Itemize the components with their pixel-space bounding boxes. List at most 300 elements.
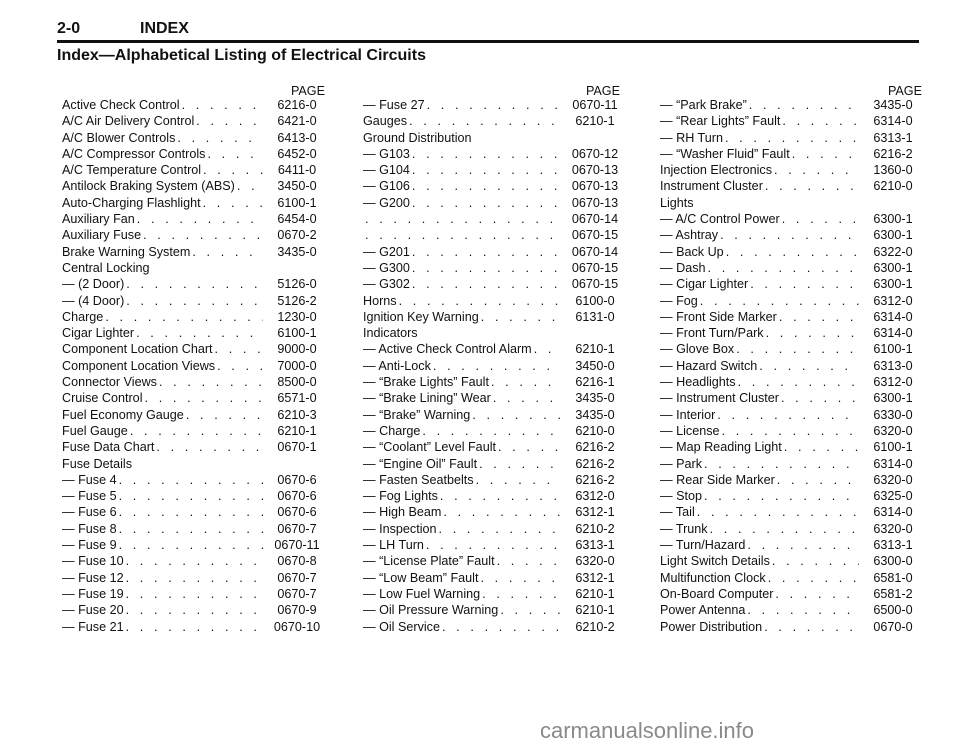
index-entry xyxy=(363,602,626,618)
index-entry xyxy=(62,309,328,325)
index-entry xyxy=(363,570,626,586)
entry-page: 0670-15 xyxy=(571,228,619,243)
entry-page: 6454-0 xyxy=(277,212,317,227)
dot-leader xyxy=(365,227,561,243)
index-entry xyxy=(660,423,924,439)
dot-leader xyxy=(143,227,263,243)
dot-leader xyxy=(433,358,561,374)
entry-label: — RH Turn xyxy=(660,130,723,145)
entry-label: Component Location Chart xyxy=(62,342,213,357)
page-column-header: PAGE xyxy=(887,84,922,98)
entry-page: 6210-3 xyxy=(277,407,317,422)
dot-leader xyxy=(784,439,859,455)
entry-page: 0670-14 xyxy=(571,244,619,259)
dot-leader xyxy=(759,358,859,374)
dot-leader xyxy=(782,211,859,227)
entry-label: — “Brake Lining” Wear xyxy=(363,391,491,406)
entry-page: 0670-15 xyxy=(571,260,619,275)
entry-page: 3450-0 xyxy=(277,179,317,194)
entry-label: — Fog xyxy=(660,293,698,308)
entry-label: — License xyxy=(660,423,720,438)
entry-page: 6314-0 xyxy=(873,505,913,520)
entry-page: 0670-10 xyxy=(273,619,321,634)
index-entry xyxy=(660,439,924,455)
index-entry xyxy=(363,113,626,129)
index-entry xyxy=(62,341,328,357)
dot-leader xyxy=(726,244,859,260)
entry-label: — Fuse 19 xyxy=(62,586,124,601)
dot-leader xyxy=(119,472,263,488)
dot-leader xyxy=(750,276,859,292)
index-entry xyxy=(363,488,626,504)
entry-label: — Interior xyxy=(660,407,716,422)
entry-label: Auxiliary Fuse xyxy=(62,228,142,243)
entry-label: — Fuse 27 xyxy=(363,98,425,112)
index-entry xyxy=(660,472,924,488)
index-entry xyxy=(660,456,924,472)
entry-page: 6313-1 xyxy=(873,538,913,553)
entry-label: — “License Plate” Fault xyxy=(363,554,495,569)
index-entry xyxy=(660,341,924,357)
dot-leader xyxy=(136,325,263,341)
entry-label: — G302 xyxy=(363,277,410,292)
entry-label: Central Locking xyxy=(62,260,150,275)
dot-leader xyxy=(126,586,263,602)
entry-page: 6413-0 xyxy=(277,130,317,145)
entry-label: Injection Electronics xyxy=(660,163,772,178)
entry-page: 6452-0 xyxy=(277,146,317,161)
index-entry xyxy=(363,390,626,406)
dot-leader xyxy=(159,374,263,390)
entry-label: — “Rear Lights” Fault xyxy=(660,114,781,129)
entry-page: 3435-0 xyxy=(575,407,615,422)
dot-leader xyxy=(443,504,561,520)
index-entry xyxy=(660,488,924,504)
entry-page: 6571-0 xyxy=(277,391,317,406)
dot-leader xyxy=(697,504,859,520)
dot-leader xyxy=(768,570,859,586)
dot-leader xyxy=(700,293,859,309)
entry-label: — “Brake Lights” Fault xyxy=(363,375,489,390)
entry-page: 0670-7 xyxy=(277,586,317,601)
index-entry xyxy=(62,162,328,178)
dot-leader xyxy=(137,211,263,227)
entry-page: 5126-0 xyxy=(277,277,317,292)
entry-label: — Fasten Seatbelts xyxy=(363,472,474,487)
dot-leader xyxy=(409,113,561,129)
entry-label: — Glove Box xyxy=(660,342,735,357)
entry-label: Ignition Key Warning xyxy=(363,309,479,324)
dot-leader xyxy=(779,309,859,325)
index-entry xyxy=(363,439,626,455)
index-column-3 xyxy=(660,80,924,635)
index-entry xyxy=(62,619,328,635)
entry-page: 0670-13 xyxy=(571,179,619,194)
index-entry xyxy=(62,488,328,504)
dot-leader xyxy=(708,260,860,276)
entry-page: 6210-2 xyxy=(575,619,615,634)
entry-page: 6216-2 xyxy=(575,440,615,455)
dot-leader xyxy=(491,374,561,390)
entry-page: 0670-11 xyxy=(274,538,320,553)
index-entry xyxy=(363,537,626,553)
dot-leader xyxy=(412,260,561,276)
dot-leader xyxy=(196,113,263,129)
index-entry xyxy=(660,390,924,406)
entry-page: 6581-2 xyxy=(873,586,913,601)
dot-leader xyxy=(215,341,263,357)
entry-label: Power Distribution xyxy=(660,619,763,634)
entry-label: — Charge xyxy=(363,423,421,438)
dot-leader xyxy=(747,602,859,618)
entry-page: 6320-0 xyxy=(873,472,913,487)
entry-label: — Fog Lights xyxy=(363,489,438,504)
index-entry xyxy=(660,227,924,243)
entry-page: 5126-2 xyxy=(277,293,317,308)
entry-page: 6131-0 xyxy=(575,309,615,324)
index-entry xyxy=(363,130,626,146)
index-entry xyxy=(62,390,328,406)
entry-page: 6216-2 xyxy=(873,146,913,161)
index-entry xyxy=(660,146,924,162)
dot-leader xyxy=(440,488,561,504)
entry-page: 8500-0 xyxy=(277,375,317,390)
entry-page: 6312-0 xyxy=(575,489,615,504)
entry-label: Brake Warning System xyxy=(62,244,191,259)
index-entry xyxy=(62,97,328,113)
entry-label: — LH Turn xyxy=(363,538,424,553)
dot-leader xyxy=(479,456,561,472)
entry-page: 6300-1 xyxy=(873,391,913,406)
index-entry xyxy=(62,537,328,553)
index-entry xyxy=(660,374,924,390)
entry-label: A/C Compressor Controls xyxy=(62,146,206,161)
entry-label: — Headlights xyxy=(660,375,736,390)
entry-page: 0670-13 xyxy=(571,195,619,210)
index-entry xyxy=(62,472,328,488)
index-entry xyxy=(660,619,924,635)
dot-leader xyxy=(365,211,561,227)
entry-label: Instrument Cluster xyxy=(660,179,763,194)
dot-leader xyxy=(119,488,263,504)
entry-page: 6300-1 xyxy=(873,260,913,275)
dot-leader xyxy=(782,113,859,129)
entry-label: — Active Check Control Alarm xyxy=(363,342,532,357)
entry-label: — (4 Door) xyxy=(62,293,125,308)
dot-leader xyxy=(177,130,263,146)
entry-page: 0670-11 xyxy=(572,98,618,112)
entry-page: 6300-1 xyxy=(873,228,913,243)
dot-leader xyxy=(412,195,561,211)
dot-leader xyxy=(498,439,561,455)
entry-page: 0670-6 xyxy=(277,505,317,520)
index-entry xyxy=(660,162,924,178)
index-entry xyxy=(660,97,924,113)
entry-label: — Oil Service xyxy=(363,619,440,634)
dot-leader xyxy=(777,472,859,488)
header-rule xyxy=(57,40,919,43)
entry-page: 9000-0 xyxy=(277,342,317,357)
entry-label: Connector Views xyxy=(62,375,157,390)
entry-page: 6216-2 xyxy=(575,472,615,487)
entry-page: 6210-1 xyxy=(277,423,317,438)
index-entry xyxy=(363,211,626,227)
index-entry xyxy=(363,293,626,309)
dot-leader xyxy=(203,162,263,178)
dot-leader xyxy=(480,570,561,586)
page-column-header: PAGE xyxy=(290,84,325,98)
dot-leader xyxy=(156,439,263,455)
entry-page: 6216-1 xyxy=(575,375,615,390)
entry-label: — Dash xyxy=(660,260,706,275)
entry-page: 3450-0 xyxy=(575,358,615,373)
index-entry xyxy=(660,244,924,260)
entry-page: 0670-15 xyxy=(571,277,619,292)
dot-leader xyxy=(738,374,859,390)
entry-page: 3435-0 xyxy=(873,98,913,112)
entry-label: — Front Turn/Park xyxy=(660,326,764,341)
dot-leader xyxy=(774,162,859,178)
entry-label: — Fuse 10 xyxy=(62,554,124,569)
dot-leader xyxy=(192,244,263,260)
index-entry xyxy=(62,113,328,129)
entry-page: 6100-1 xyxy=(277,326,317,341)
entry-page: 6100-1 xyxy=(277,195,317,210)
entry-page: 3435-0 xyxy=(575,391,615,406)
entry-page: 6330-0 xyxy=(873,407,913,422)
dot-leader xyxy=(772,553,859,569)
entry-label: Fuel Gauge xyxy=(62,423,128,438)
entry-label: — G200 xyxy=(363,195,410,210)
entry-page: 6210-1 xyxy=(575,342,615,357)
entry-label: — G201 xyxy=(363,244,410,259)
dot-leader xyxy=(472,407,561,423)
entry-page: 6300-1 xyxy=(873,277,913,292)
entry-label: — A/C Control Power xyxy=(660,212,780,227)
index-entry xyxy=(363,521,626,537)
entry-page: 0670-7 xyxy=(277,570,317,585)
entry-label: — Fuse 8 xyxy=(62,521,117,536)
entry-page: 6320-0 xyxy=(575,554,615,569)
entry-page: 0670-13 xyxy=(571,163,619,178)
dot-leader xyxy=(476,472,561,488)
index-entry xyxy=(660,602,924,618)
dot-leader xyxy=(105,309,263,325)
entry-label: — Hazard Switch xyxy=(660,358,758,373)
entry-label: — Anti-Lock xyxy=(363,358,431,373)
index-entry xyxy=(363,178,626,194)
dot-leader xyxy=(481,309,561,325)
index-entry xyxy=(660,293,924,309)
dot-leader xyxy=(126,619,263,635)
entry-page: 6314-0 xyxy=(873,114,913,129)
entry-label: — Inspection xyxy=(363,521,437,536)
entry-label: — Fuse 21 xyxy=(62,619,124,634)
entry-page: 6100-0 xyxy=(575,293,615,308)
index-entry xyxy=(363,586,626,602)
page-number: 2-0 xyxy=(57,20,81,37)
entry-page: 6313-0 xyxy=(873,358,913,373)
index-entry xyxy=(62,602,328,618)
entry-page: 6216-2 xyxy=(575,456,615,471)
entry-label: — High Beam xyxy=(363,505,442,520)
dot-leader xyxy=(145,390,264,406)
index-entry xyxy=(363,619,626,635)
dot-leader xyxy=(126,553,263,569)
index-entry xyxy=(660,358,924,374)
dot-leader xyxy=(126,293,263,309)
entry-page: 6322-0 xyxy=(873,244,913,259)
page-column-header: PAGE xyxy=(585,84,620,98)
index-entry xyxy=(363,276,626,292)
entry-label: — (2 Door) xyxy=(62,277,125,292)
dot-leader xyxy=(500,602,561,618)
index-entry xyxy=(62,439,328,455)
entry-page: 6314-0 xyxy=(873,456,913,471)
entry-page: 6100-1 xyxy=(873,342,913,357)
index-entry xyxy=(62,211,328,227)
dot-leader xyxy=(412,146,561,162)
index-entry xyxy=(660,570,924,586)
dot-leader xyxy=(792,146,859,162)
index-entry xyxy=(660,113,924,129)
index-entry xyxy=(660,276,924,292)
dot-leader xyxy=(126,570,263,586)
entry-label: Cigar Lighter xyxy=(62,326,135,341)
section-name: INDEX xyxy=(140,20,189,37)
entry-label: — Front Side Marker xyxy=(660,309,777,324)
entry-label: Ground Distribution xyxy=(363,130,472,145)
entry-page: 6320-0 xyxy=(873,423,913,438)
index-entry xyxy=(660,553,924,569)
entry-page: 6300-1 xyxy=(873,212,913,227)
entry-label: — Turn/Hazard xyxy=(660,538,746,553)
dot-leader xyxy=(765,178,859,194)
entry-page: 6312-1 xyxy=(575,505,615,520)
dot-leader xyxy=(119,521,263,537)
entry-page: 6314-0 xyxy=(873,326,913,341)
entry-label: — G106 xyxy=(363,179,410,194)
index-entry xyxy=(62,178,328,194)
entry-label: — Back Up xyxy=(660,244,724,259)
entry-label: — “Washer Fluid” Fault xyxy=(660,146,790,161)
index-entry xyxy=(62,358,328,374)
entry-label: — Fuse 20 xyxy=(62,603,124,618)
entry-label: — Fuse 12 xyxy=(62,570,124,585)
index-entry xyxy=(62,260,328,276)
dot-leader xyxy=(412,244,561,260)
index-entry xyxy=(62,407,328,423)
entry-label: — Ashtray xyxy=(660,228,719,243)
index-entry xyxy=(62,570,328,586)
entry-label: — Instrument Cluster xyxy=(660,391,779,406)
dot-leader xyxy=(704,488,859,504)
dot-leader xyxy=(203,195,263,211)
dot-leader xyxy=(207,146,263,162)
dot-leader xyxy=(534,341,561,357)
index-entry xyxy=(363,227,626,243)
dot-leader xyxy=(119,537,263,553)
dot-leader xyxy=(412,162,561,178)
entry-label: — Tail xyxy=(660,505,695,520)
dot-leader xyxy=(747,537,859,553)
entry-label: — Fuse 4 xyxy=(62,472,117,487)
entry-label: — Stop xyxy=(660,489,702,504)
dot-leader xyxy=(722,423,859,439)
index-entry xyxy=(660,178,924,194)
entry-page: 1360-0 xyxy=(873,163,913,178)
index-entry xyxy=(62,586,328,602)
entry-label: — “Park Brake” xyxy=(660,98,747,112)
index-entry xyxy=(62,146,328,162)
entry-label: — “Engine Oil” Fault xyxy=(363,456,478,471)
entry-page: 6300-0 xyxy=(873,554,913,569)
dot-leader xyxy=(725,130,859,146)
entry-page: 6100-1 xyxy=(873,440,913,455)
dot-leader xyxy=(422,423,561,439)
dot-leader xyxy=(186,407,263,423)
index-entry xyxy=(660,195,924,211)
dot-leader xyxy=(426,537,561,553)
entry-label: Fuel Economy Gauge xyxy=(62,407,184,422)
index-entry xyxy=(363,358,626,374)
index-entry xyxy=(363,260,626,276)
entry-label: A/C Blower Controls xyxy=(62,130,176,145)
entry-page: 6313-1 xyxy=(575,538,615,553)
entry-label: Cruise Control xyxy=(62,391,143,406)
entry-label: Indicators xyxy=(363,326,418,341)
index-entry xyxy=(363,244,626,260)
entry-label: Gauges xyxy=(363,114,408,129)
dot-leader xyxy=(766,325,859,341)
entry-label: Fuse Data Chart xyxy=(62,440,155,455)
entry-page: 0670-14 xyxy=(571,212,619,227)
dot-leader xyxy=(720,227,859,243)
entry-page: 6312-0 xyxy=(873,293,913,308)
entry-page: 6210-1 xyxy=(575,603,615,618)
dot-leader xyxy=(399,293,561,309)
entry-page: 6210-2 xyxy=(575,521,615,536)
watermark: carmanualsonline.info xyxy=(540,718,755,743)
dot-leader xyxy=(764,619,859,635)
dot-leader xyxy=(442,619,561,635)
dot-leader xyxy=(412,178,561,194)
index-entry xyxy=(660,211,924,227)
entry-page: 6210-1 xyxy=(575,586,615,601)
index-entry xyxy=(62,521,328,537)
entry-page: 6314-0 xyxy=(873,309,913,324)
index-entry xyxy=(660,309,924,325)
entry-label: — Oil Pressure Warning xyxy=(363,603,499,618)
index-entry xyxy=(363,309,626,325)
entry-label: Auxiliary Fan xyxy=(62,212,135,227)
index-entry xyxy=(62,276,328,292)
dot-leader xyxy=(237,178,263,194)
entry-label: — Fuse 6 xyxy=(62,505,117,520)
dot-leader xyxy=(781,390,859,406)
dot-leader xyxy=(182,97,263,113)
index-entry xyxy=(363,472,626,488)
index-entry xyxy=(660,586,924,602)
dot-leader xyxy=(217,358,263,374)
entry-page: 6210-0 xyxy=(873,179,913,194)
entry-label: — Low Fuel Warning xyxy=(363,586,481,601)
entry-label: — Map Reading Light xyxy=(660,440,782,455)
index-entry xyxy=(363,341,626,357)
entry-page: 6210-1 xyxy=(575,114,615,129)
index-entry xyxy=(660,260,924,276)
entry-label: — Park xyxy=(660,456,702,471)
